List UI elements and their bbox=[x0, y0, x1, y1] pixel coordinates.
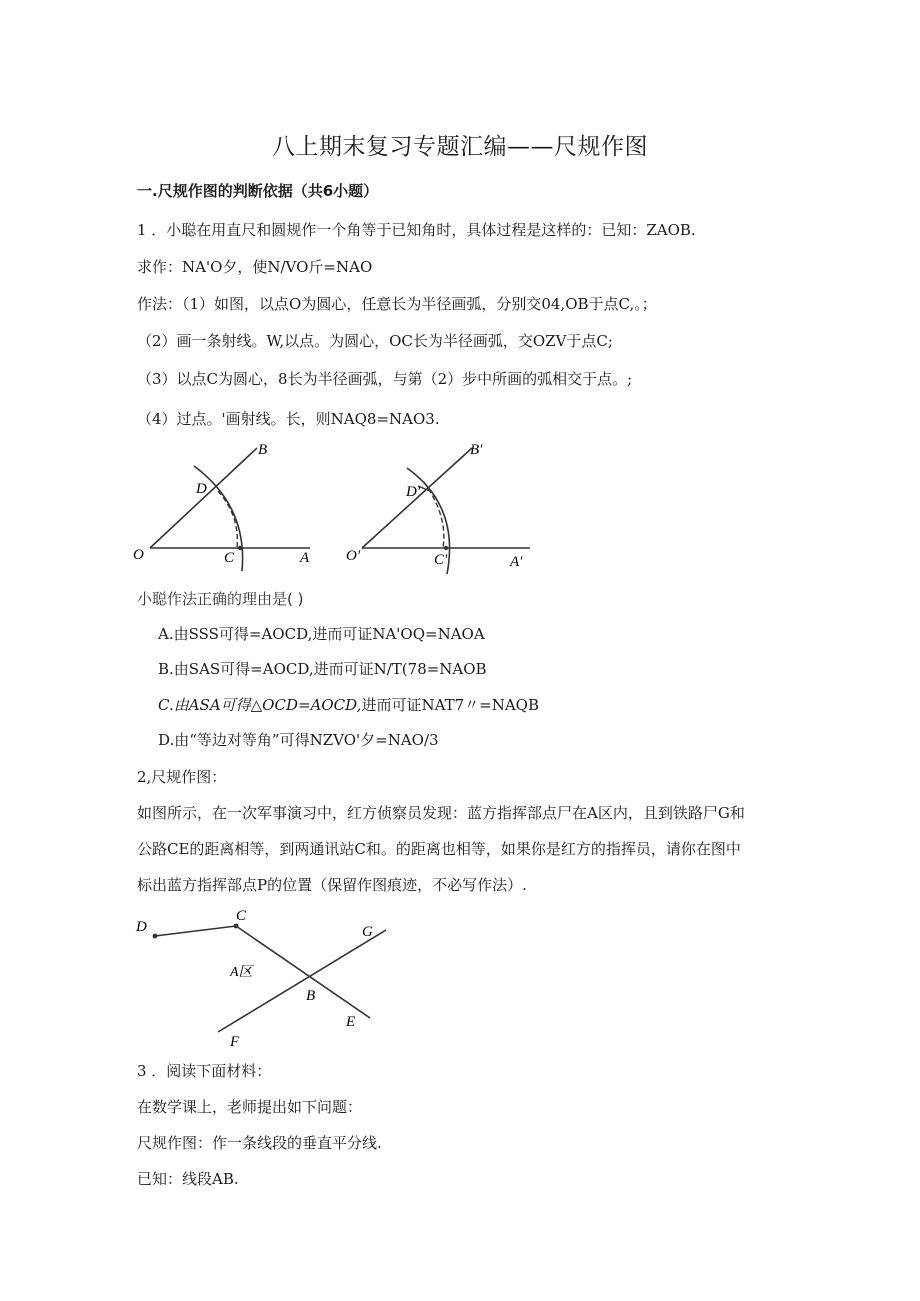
q3-heading: 3 ．阅读下面材料： bbox=[137, 1062, 272, 1080]
fig1-label-d-prime: D' bbox=[406, 484, 421, 500]
fig2-label-g: G bbox=[362, 924, 373, 940]
fig2-label-b: B bbox=[306, 988, 316, 1004]
q2-paragraph-2: 公路CE的距离相等，到两通讯站C和。的距离也相等，如果你是红方的指挥员，请你在图中 bbox=[137, 840, 741, 858]
fig1-left bbox=[133, 442, 310, 571]
q3-line-3: 已知：线段AB. bbox=[137, 1170, 239, 1188]
fig1-label-b-prime: B' bbox=[470, 442, 483, 458]
q1-step4: （4）过点。'画射线。长，则NAQ8=NAO3. bbox=[137, 410, 440, 428]
q2-paragraph-1: 如图所示，在一次军事演习中，红方侦察员发现：蓝方指挥部点尸在A区内，且到铁路尸G和 bbox=[137, 804, 745, 822]
fig2-label-e: E bbox=[346, 1014, 356, 1030]
section-heading: 一.尺规作图的判断依据（共6小题） bbox=[137, 182, 379, 200]
q1-intro: 1 ．小聪在用直尺和圆规作一个角等于已知角时，具体过程是这样的：已知：ZAOB. bbox=[137, 221, 696, 239]
q1-figure bbox=[130, 436, 550, 581]
q1-option-a: A.由SSS可得=AOCD,进而可证NA'OQ=NAOA bbox=[158, 625, 485, 643]
fig1-label-b: B bbox=[258, 442, 268, 458]
q1-option-c-rest: 进而可证NAT7〃=NAQB bbox=[361, 696, 539, 714]
q1-find: 求作：NA'O夕，使N/VO斤=NAO bbox=[137, 258, 373, 276]
q1-question: 小聪作法正确的理由是( ) bbox=[137, 590, 304, 608]
q1-option-d: D.由“等边对等角”可得NZVO'夕=NAO/3 bbox=[158, 731, 439, 749]
q1-step2: （2）画一条射线。W,以点。为圆心，OC长为半径画弧，交OZV于点C; bbox=[137, 332, 613, 350]
fig2-label-f: F bbox=[230, 1034, 240, 1050]
q1-option-c-italic: C.由ASA可得△OCD=AOCD, bbox=[158, 696, 362, 714]
fig1-label-d: D bbox=[196, 481, 207, 497]
q3-line-1: 在数学课上，老师提出如下问题： bbox=[137, 1098, 363, 1116]
fig2-label-c: C bbox=[236, 908, 247, 924]
fig1-label-c: C bbox=[224, 550, 235, 566]
fig1-label-o: O bbox=[133, 547, 144, 563]
fig1-label-o-prime: O' bbox=[346, 548, 361, 564]
fig2-label-d: D bbox=[136, 919, 147, 935]
q2-heading: 2,尺规作图： bbox=[137, 768, 227, 786]
q2-figure bbox=[130, 904, 400, 1050]
q1-step1: 作法：（1）如图，以点O为圆心，任意长为半径画弧，分别交04,OB于点C,。； bbox=[137, 295, 657, 313]
page-title: 八上期末复习专题汇编——尺规作图 bbox=[272, 134, 648, 160]
fig1-right bbox=[346, 442, 530, 574]
fig1-label-a: A bbox=[300, 550, 310, 566]
q1-option-c bbox=[158, 694, 539, 715]
fig1-label-a-prime: A' bbox=[510, 554, 523, 570]
q1-step3: （3）以点C为圆心，8长为半径画弧，与第（2）步中所画的弧相交于点。; bbox=[137, 370, 633, 388]
q2-paragraph-3: 标出蓝方指挥部点P的位置（保留作图痕迹，不必写作法）. bbox=[137, 876, 527, 894]
q3-line-2: 尺规作图：作一条线段的垂直平分线. bbox=[137, 1134, 382, 1152]
fig1-label-c-prime: C' bbox=[434, 552, 448, 568]
q1-option-b: B.由SAS可得=AOCD,进而可证N/T(78=NAOB bbox=[158, 660, 487, 678]
fig2-label-region: A区 bbox=[230, 965, 253, 980]
